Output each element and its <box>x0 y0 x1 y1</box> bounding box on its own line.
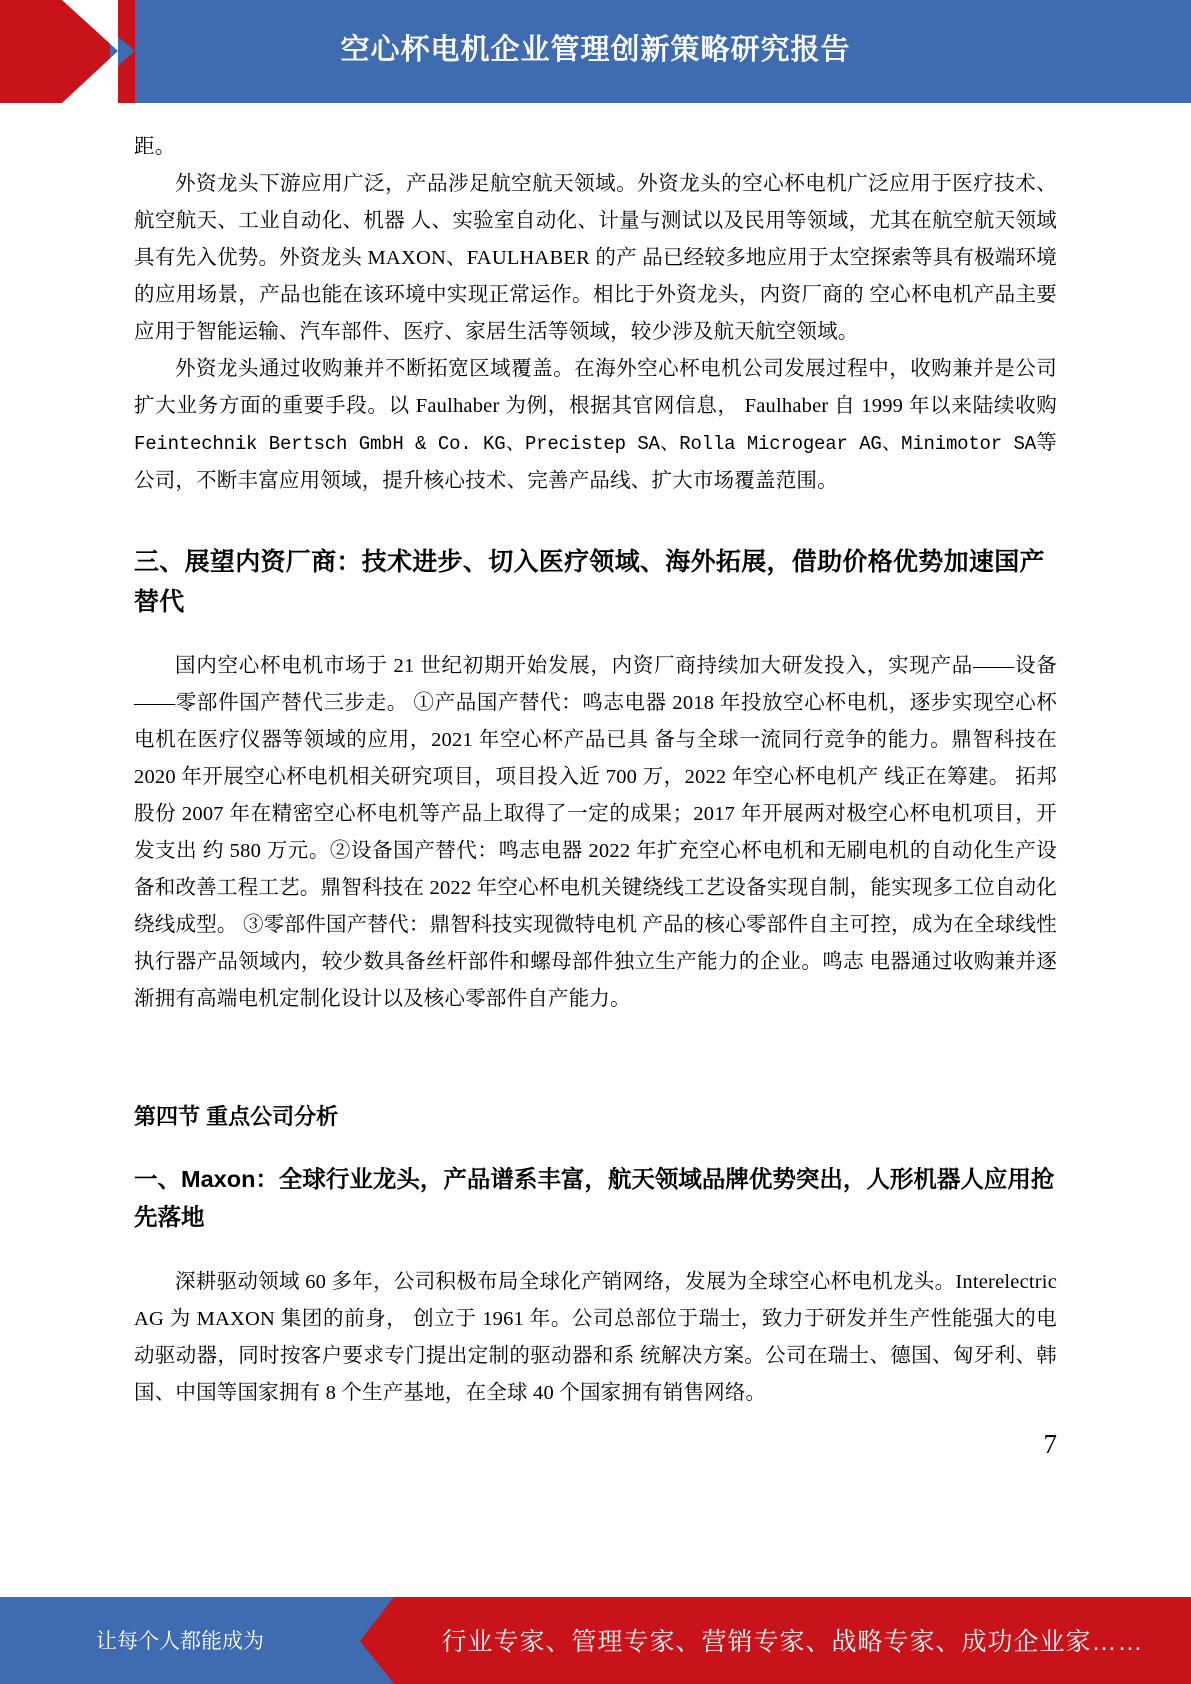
footer-slogan-left: 让每个人都能成为 <box>96 1630 264 1653</box>
section-heading-three: 三、展望内资厂商：技术进步、切入医疗领域、海外拓展，借助价格优势加速国产替代 <box>134 548 1045 616</box>
document-title: 空心杯电机企业管理创新策略研究报告 <box>340 34 851 66</box>
page-content <box>0 103 1191 1492</box>
paragraph-continuation: 距。 <box>134 136 176 158</box>
paragraph-domestic-substitution: 国内空心杯电机市场于 21 世纪初期开始发展，内资厂商持续加大研发投入，实现产品——设备——零部件国产替代三步走。 ①产品国产替代：鸣志电器 2018 年投放空心杯电机，逐步实现空心杯电机在医疗仪器等领域的应用，2021 年空心杯产品已具 备与全球一流同行竞争的能力。鼎智科技在 2020 年开展空心杯电机相关研究项目，项目投入近 700 万，2022 年空心杯电机产 线正在筹建。 拓邦股份 2007 年在精密空心杯电机等产品上取得了一定的成果；2017 年开展两对极空心杯电机项目，开发支出 约 580 万元。②设备国产替代：鸣志电器 2022 年扩充空心杯电机和无刷电机的自动化生产设备和改善工程工艺。鼎智科技在 2022 年空心杯电机关键绕线工艺设备实现自制，能实现多工位自动化绕线成型。 ③零部件国产替代：鼎智科技实现微特电机 产品的核心零部件自主可控，成为在全球线性执行器产品领域内，较少数具备丝杆部件和螺母部件独立生产能力的企业。鸣志 电器通过收购兼并逐渐拥有高端电机定制化设计以及核心零部件自产能力。 <box>134 655 1057 1010</box>
page-footer <box>0 1597 1191 1684</box>
paragraph-acquisitions-tail: 等公司，不断丰富应用领域，提升核心技术、完善产品线、扩大市场覆盖范围。 <box>134 432 1057 492</box>
footer-slogan-right: 行业专家、管理专家、营销专家、战略专家、成功企业家…… <box>441 1628 1144 1656</box>
company-heading-maxon: 一、Maxon：全球行业龙头，产品谱系丰富，航天领域品牌优势突出，人形机器人应用抢先落地 <box>134 1166 1055 1230</box>
paragraph-acquisitions <box>134 351 1057 500</box>
page-header <box>0 0 1191 103</box>
chapter-heading-section-four: 第四节 重点公司分析 <box>134 1104 339 1129</box>
page-number: 7 <box>1043 1429 1057 1459</box>
paragraph-acquisitions-lead: 外资龙头通过收购兼并不断拓宽区域覆盖。在海外空心杯电机公司发展过程中，收购兼并是公司扩大业务方面的重要手段。以 Faulhaber 为例，根据其官网信息， Faulhaber 自 1999 年以来陆续收购 <box>134 358 1057 417</box>
paragraph-maxon-overview: 深耕驱动领域 60 多年，公司积极布局全球化产销网络，发展为全球空心杯电机龙头。Interelectric AG 为 MAXON 集团的前身， 创立于 1961 年。公司总部位于瑞士，致力于研发并生产性能强大的电动驱动器，同时按客户要求专门提出定制的驱动器和系 统解决方案。公司在瑞士、德国、匈牙利、韩国、中国等国家拥有 8 个生产基地，在全球 40 个国家拥有销售网络。 <box>134 1271 1057 1404</box>
footer-notch-shape <box>360 1597 394 1684</box>
acquired-companies-list: Feintechnik Bertsch GmbH & Co. KG、Precistep SA、Rolla Microgear AG、Minimotor SA <box>134 433 1036 455</box>
paragraph-foreign-leaders-applications: 外资龙头下游应用广泛，产品涉足航空航天领域。外资龙头的空心杯电机广泛应用于医疗技术、航空航天、工业自动化、机器 人、实验室自动化、计量与测试以及民用等领域，尤其在航空航天领域具有先入优势。外资龙头 MAXON、FAULHABER 的产 品已经较多地应用于太空探索等具有极端环境的应用场景，产品也能在该环境中实现正常运作。相比于外资龙头，内资厂商的 空心杯电机产品主要应用于智能运输、汽车部件、医疗、家居生活等领域，较少涉及航天航空领域。 <box>134 173 1057 343</box>
